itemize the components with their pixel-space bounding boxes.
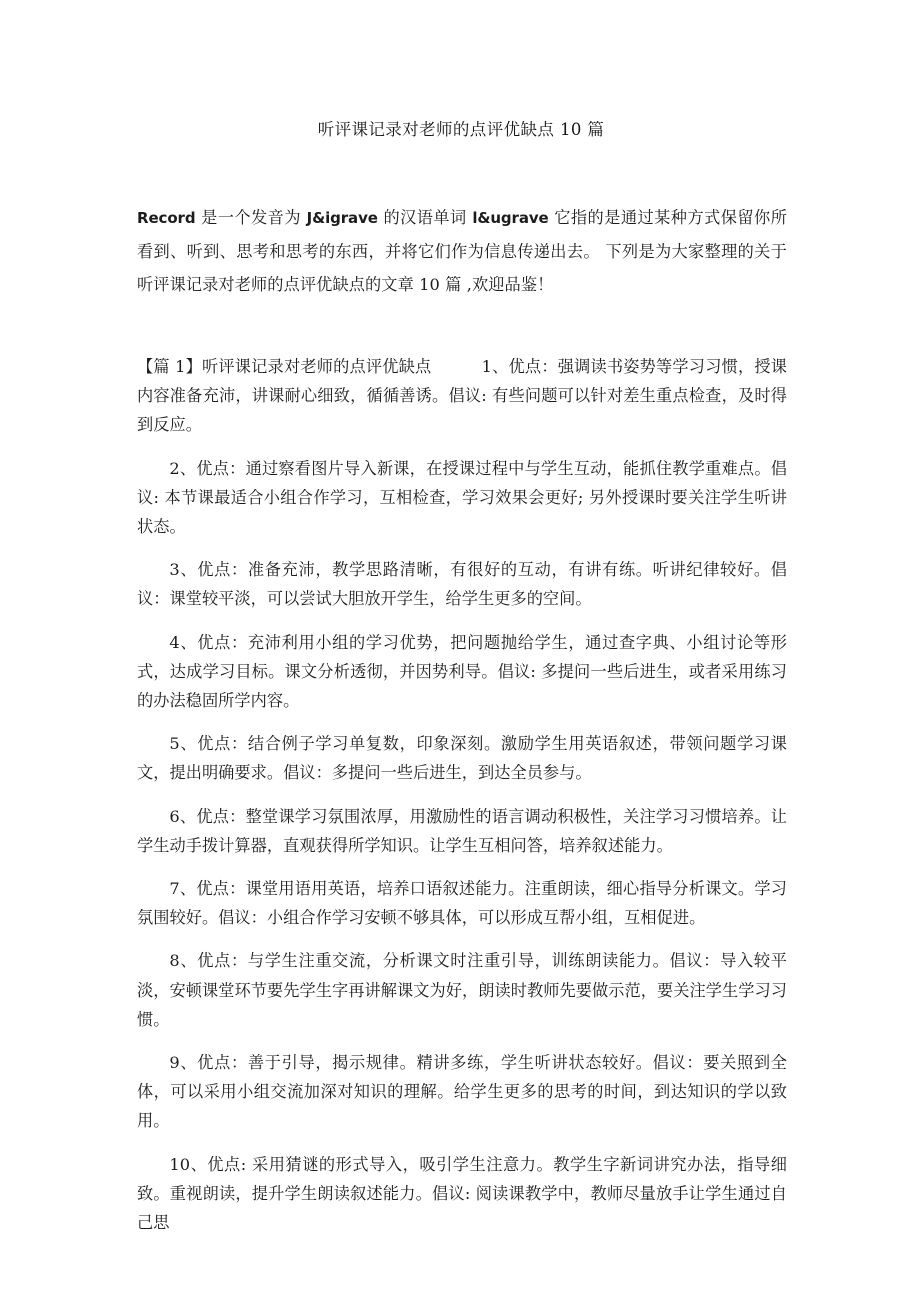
paragraph-item-1: 1、优点：强调读书姿势等学习习惯，授课内容准备充沛，讲课耐心细致，循循善诱。倡议: 有些问题可以针对差生重点检查，及时得到反应。	[137, 357, 787, 435]
intro-text-2: 的汉语单词	[377, 208, 473, 227]
intro-latin-lu: l&ugrave	[472, 209, 549, 227]
paragraph-5: 5、优点：结合例子学习单复数，印象深刻。激励学生用英语叙述，带领问题学习课文，提出明确要求。倡议：多提问一些后进生，到达全员参与。	[137, 734, 787, 783]
body-block	[137, 352, 787, 1237]
intro-text-3: 它指的是通过某种方式保留你所看到、听到、思考和思考的东西，并将它们作为信息传递出去。 下列是为大家整理的关于听评课记录对老师的点评优缺点的文章 10 篇 ,欢迎品鉴！	[137, 208, 787, 294]
section-heading: 【篇 1】听评课记录对老师的点评优缺点	[137, 357, 432, 376]
paragraph-7: 7、优点：课堂用语用英语，培养口语叙述能力。注重朗读，细心指导分析课文。学习氛围较好。倡议：小组合作学习安顿不够具体，可以形成互帮小组，互相促进。	[137, 879, 787, 928]
intro-paragraph	[137, 201, 787, 301]
paragraph-9: 9、优点：善于引导，揭示规律。精讲多练，学生听讲状态较好。倡议：要关照到全体，可以采用小组交流加深对知识的理解。给学生更多的思考的时间，到达知识的学以致用。	[137, 1053, 787, 1131]
intro-text-1: 是一个发音为	[195, 208, 307, 227]
paragraph-6: 6、优点：整堂课学习氛围浓厚，用激励性的语言调动积极性，关注学习习惯培养。让学生动手拨计算器，直观获得所学知识。让学生互相问答，培养叙述能力。	[137, 806, 787, 855]
paragraph-8: 8、优点：与学生注重交流，分析课文时注重引导，训练朗读能力。倡议：导入较平淡，安顿课堂环节要先学生字再讲解课文为好，朗读时教师先要做示范，要关注学生学习习惯。	[137, 951, 787, 1029]
paragraph-3: 3、优点：准备充沛，教学思路清晰，有很好的互动，有讲有练。听讲纪律较好。倡议：课堂较平淡，可以尝试大胆放开学生，给学生更多的空间。	[137, 560, 787, 609]
section-heading-paragraph	[137, 352, 787, 440]
paragraph-10: 10、优点: 采用猜谜的形式导入，吸引学生注意力。教学生字新词讲究办法，指导细致。重视朗读，提升学生朗读叙述能力。倡议: 阅读课教学中，教师尽量放手让学生通过自己思	[137, 1154, 787, 1233]
paragraph-4: 4、优点：充沛利用小组的学习优势，把问题抛给学生，通过查字典、小组讨论等形式，达成学习目标。课文分析透彻，并因势利导。倡议: 多提问一些后进生，或者采用练习的办法稳固所学内容。	[137, 632, 787, 711]
page-title: 听评课记录对老师的点评优缺点 10 篇	[317, 120, 605, 139]
intro-latin-ji: J&igrave	[306, 209, 378, 227]
intro-latin-record: Record	[137, 209, 196, 227]
paragraph-2: 2、优点：通过察看图片导入新课，在授课过程中与学生互动，能抓住教学重难点。倡议: 本节课最适合小组合作学习，互相检查，学习效果会更好; 另外授课时要关注学生听讲状态。	[137, 458, 787, 537]
